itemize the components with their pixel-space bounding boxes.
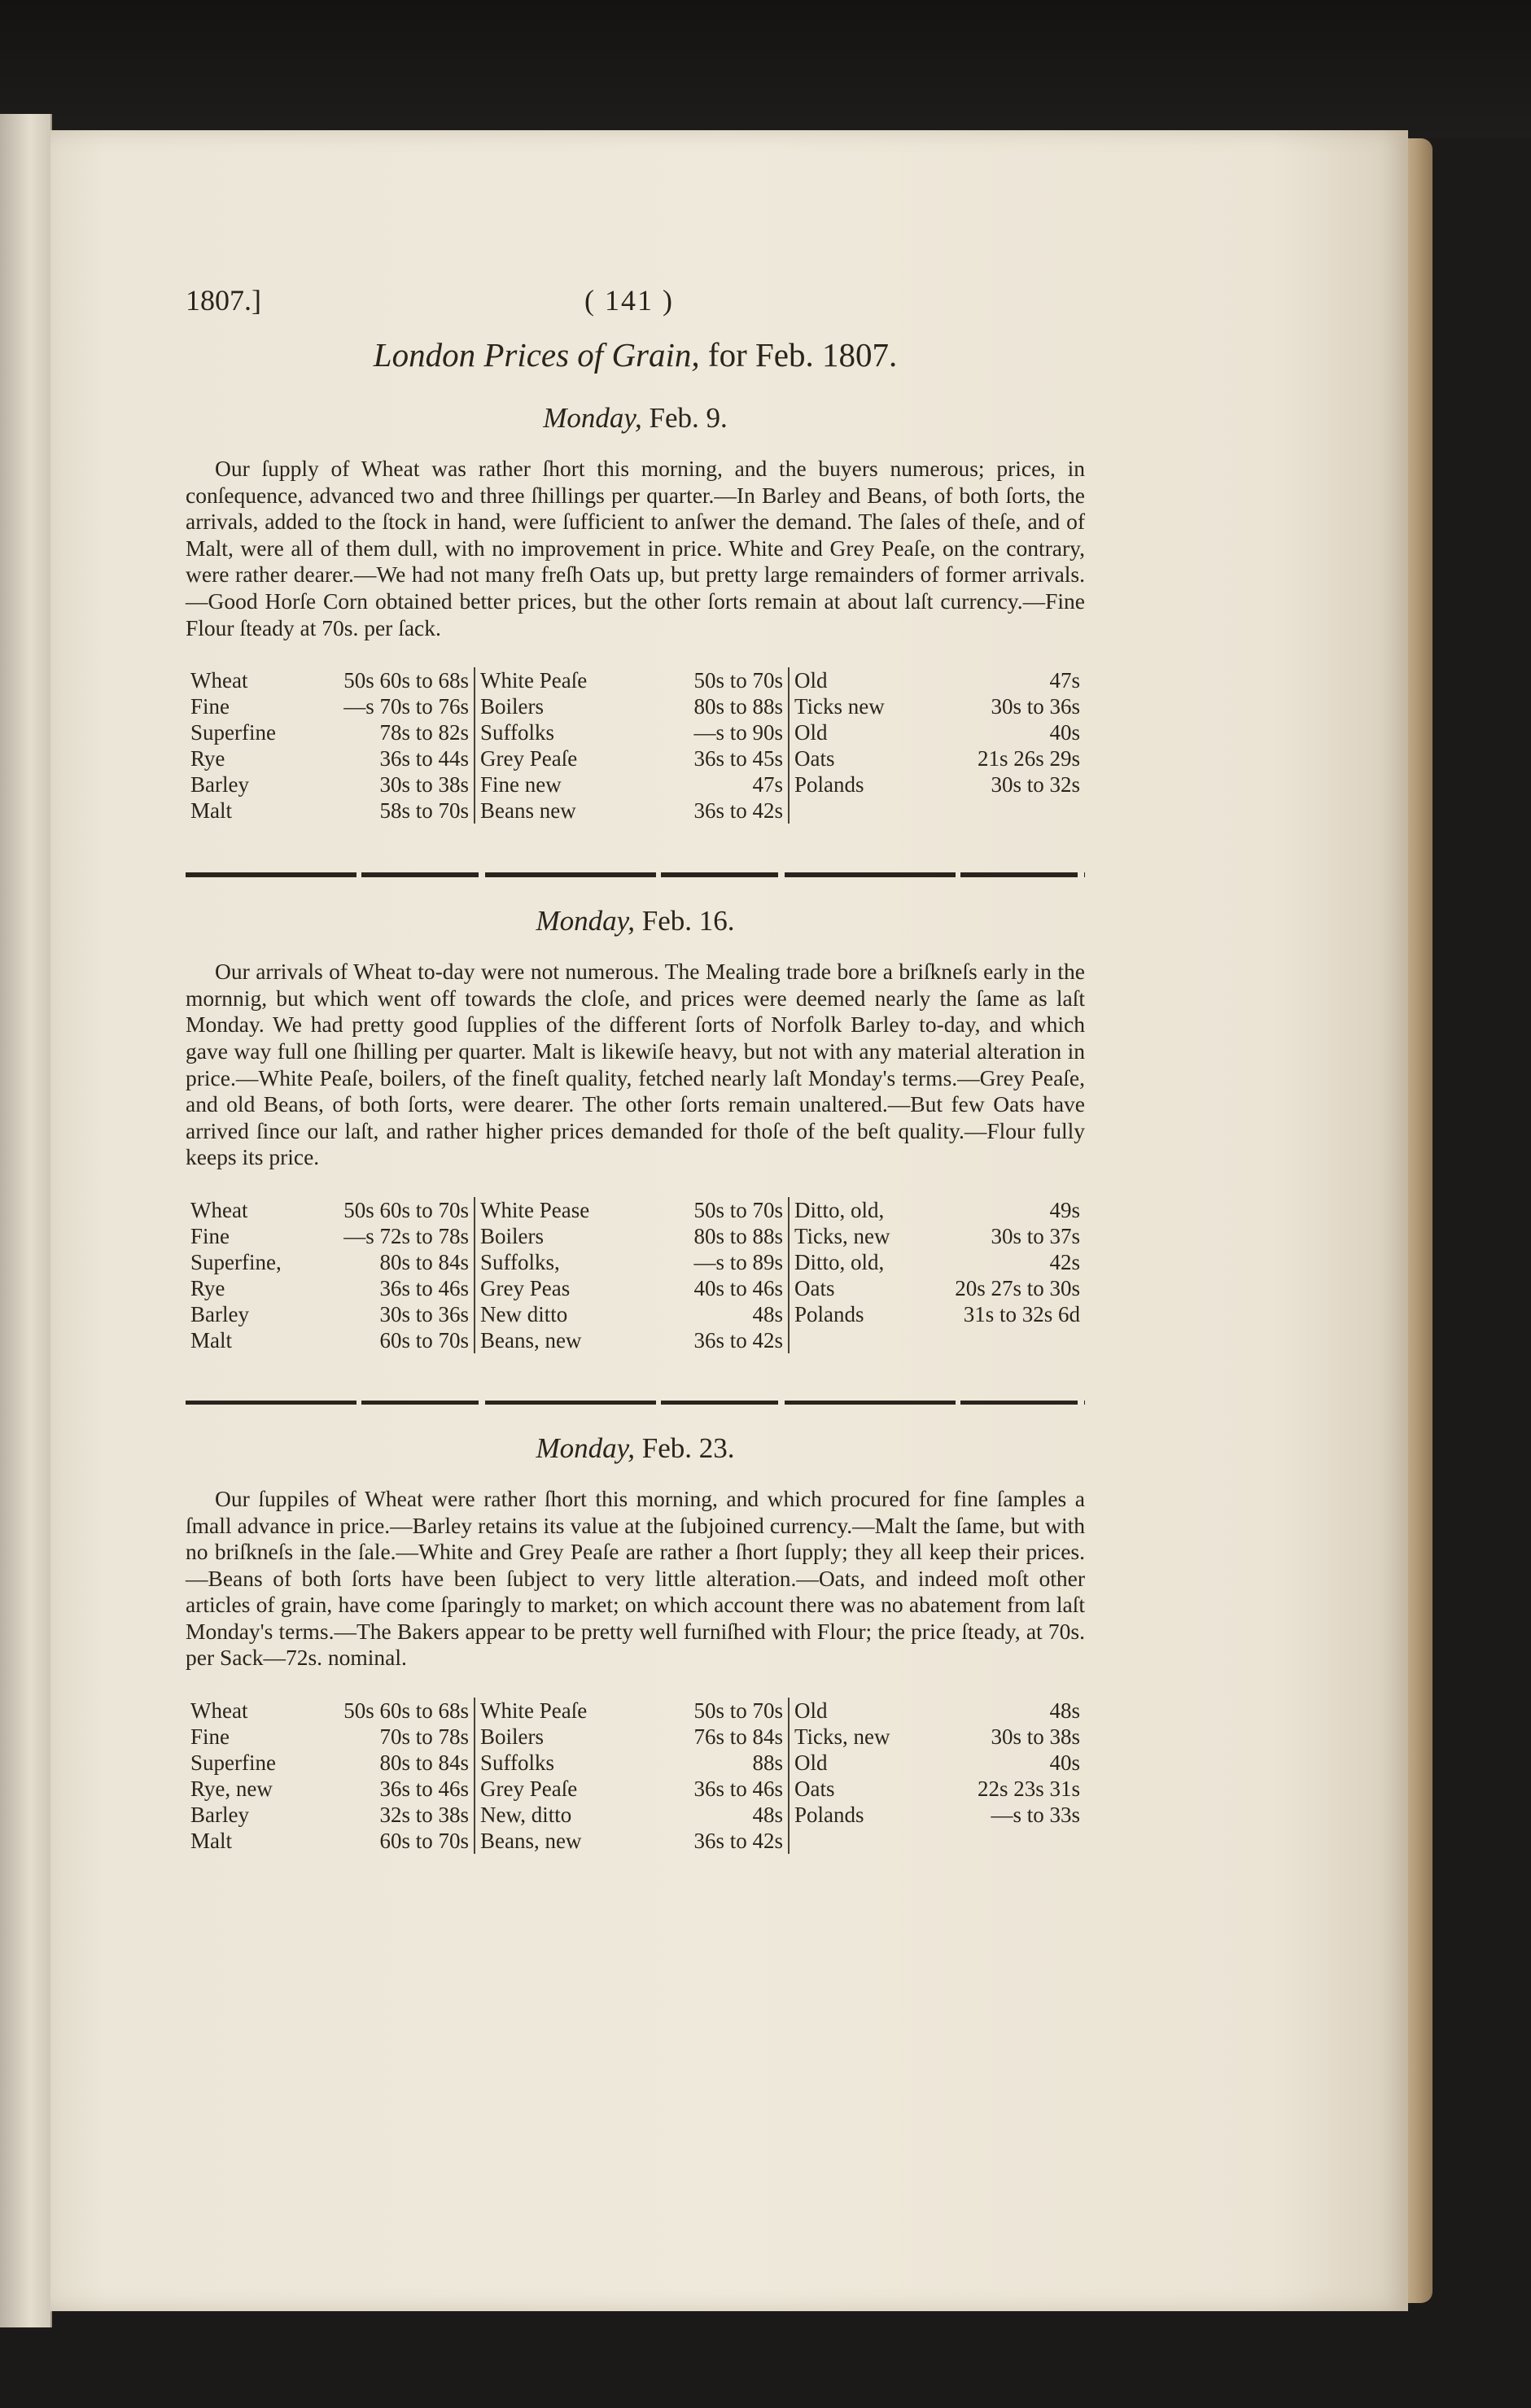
- other-name: Old: [794, 1750, 828, 1776]
- pulse-price: 50s to 70s: [656, 1698, 789, 1724]
- grain-price: 50s 60s to 70s: [309, 1197, 475, 1223]
- section-report: Our ſuppiles of Wheat were rather ſhort this morning, and which procured for fine ſamples a ſmall advance in price.—Barley retains its value at the ſubjoined currency.—Malt the ſame, but with no briſkneſs in the ſale.—White and Grey Peaſe are rather a ſhort ſupply; they all keep their prices.—Beans of both ſorts have been ſubject to very little alteration.—Oats, and indeed moſt other articles of grain, have come ſparingly to market; on which account there was no abatement from laſt Monday's terms.—The Bakers appear to be pretty well furniſhed with Flour; the price ſteady, at 70s. per Sack—72s. nominal.: [186, 1485, 1085, 1671]
- grain-price: 36s to 46s: [309, 1275, 475, 1301]
- section-heading: [186, 1432, 1085, 1465]
- other-price: 30s to 36s: [991, 694, 1080, 719]
- other-price: [946, 798, 1085, 824]
- grain-name: Rye: [190, 1275, 225, 1300]
- pulse-price: 80s to 88s: [656, 1223, 789, 1249]
- grain-price: 78s to 82s: [309, 719, 475, 745]
- section-feb-16: [186, 905, 1085, 1405]
- grain-price: 60s to 70s: [309, 1327, 475, 1353]
- table-row: [186, 1223, 1085, 1249]
- pulse-name: Boilers: [480, 1223, 544, 1248]
- other-name: Ticks new: [794, 694, 885, 719]
- page-title: [186, 335, 1085, 374]
- price-table: [186, 667, 1085, 824]
- pulse-name: Grey Peas: [480, 1275, 571, 1300]
- section-date: Feb. 23.: [641, 1431, 735, 1464]
- pulse-price: 36s to 45s: [656, 745, 789, 771]
- pulse-name: White Peaſe: [480, 668, 588, 693]
- other-name: Old: [794, 720, 828, 745]
- grain-name: Wheat: [190, 1197, 248, 1222]
- other-name: Oats: [794, 746, 835, 771]
- section-date: Feb. 16.: [641, 905, 735, 937]
- grain-name: Fine: [190, 1223, 230, 1248]
- pulse-name: Beans, new: [480, 1327, 582, 1353]
- pulse-price: 48s: [656, 1301, 789, 1327]
- pulse-price: 40s to 46s: [656, 1275, 789, 1301]
- pulse-price: —s to 89s: [656, 1249, 789, 1275]
- pulse-name: Fine new: [480, 772, 562, 798]
- section-divider: [186, 1401, 1085, 1405]
- grain-price: 36s to 46s: [309, 1776, 475, 1802]
- grain-price: 50s 60s to 68s: [309, 1698, 475, 1724]
- grain-name: Malt: [190, 798, 232, 824]
- section-day: Monday,: [543, 402, 642, 434]
- running-header: [186, 277, 1085, 326]
- table-row: [186, 798, 1085, 824]
- other-name: Polands: [794, 772, 864, 798]
- other-name: Ditto, old,: [794, 1249, 885, 1274]
- pulse-price: 36s to 42s: [656, 1327, 789, 1353]
- grain-name: Wheat: [190, 1698, 248, 1724]
- grain-price: 60s to 70s: [309, 1828, 475, 1854]
- other-name: Oats: [794, 1275, 835, 1300]
- section-day: Monday,: [536, 905, 635, 937]
- other-name: [789, 798, 946, 824]
- other-name: [789, 1327, 946, 1353]
- price-table-body: [186, 1197, 1085, 1353]
- grain-name: Barley: [190, 1803, 249, 1828]
- other-name: Ticks, new: [794, 1724, 890, 1750]
- other-price: 48s: [1049, 1698, 1080, 1724]
- section-date: Feb. 9.: [649, 402, 728, 434]
- background-shadow: [0, 0, 1531, 138]
- grain-name: Fine: [190, 1724, 230, 1750]
- grain-name: Rye, new: [190, 1777, 273, 1802]
- pulse-price: 47s: [656, 771, 789, 798]
- pulse-price: 36s to 42s: [656, 1828, 789, 1854]
- pulse-price: 76s to 84s: [656, 1724, 789, 1750]
- running-header-year: 1807.]: [186, 284, 261, 317]
- grain-price: 30s to 36s: [309, 1301, 475, 1327]
- section-feb-9: [186, 402, 1085, 877]
- other-price: 22s 23s 31s: [977, 1777, 1080, 1802]
- section-feb-23: [186, 1432, 1085, 1854]
- pulse-price: 50s to 70s: [656, 667, 789, 693]
- table-row: [186, 693, 1085, 719]
- other-price: 30s to 38s: [991, 1724, 1080, 1750]
- pulse-name: Grey Peaſe: [480, 746, 578, 771]
- table-row: [186, 745, 1085, 771]
- pulse-name: Beans new: [480, 798, 576, 824]
- other-name: Old: [794, 1698, 828, 1724]
- pulse-name: Suffolks,: [480, 1249, 560, 1274]
- section-heading: [186, 905, 1085, 937]
- section-report: Our arrivals of Wheat to-day were not numerous. The Mealing trade bore a briſkneſs early in the mornnig, but which went off towards the cloſe, and prices were deemed nearly the ſame as laſt Monday. We had pretty good ſupplies of the different ſorts of Norfolk Barley to-day, and which gave way full one ſhilling per quarter. Malt is likewiſe heavy, but not with any material alteration in price.—White Peaſe, boilers, of the fineſt quality, fetched nearly laſt Monday's terms.—Grey Peaſe, and old Beans, of both ſorts, were dearer. The other ſorts remain unaltered.—But few Oats have arrived ſince our laſt, and rather higher prices demanded for thoſe of the beſt quality.—Flour fully keeps its price.: [186, 959, 1085, 1170]
- grain-name: Barley: [190, 1301, 249, 1326]
- grain-price: 80s to 84s: [309, 1750, 475, 1776]
- other-price: 42s: [1049, 1249, 1080, 1274]
- price-table-body: [186, 1698, 1085, 1854]
- other-name: Old: [794, 668, 828, 693]
- grain-price: 36s to 44s: [309, 745, 475, 771]
- pulse-name: Suffolks: [480, 1750, 555, 1776]
- other-price: 20s 27s to 30s: [955, 1275, 1080, 1300]
- grain-name: Malt: [190, 1829, 232, 1854]
- pulse-price: 48s: [656, 1802, 789, 1828]
- grain-name: Fine: [190, 694, 230, 719]
- other-name: Polands: [794, 1301, 864, 1326]
- pulse-name: Boilers: [480, 694, 544, 719]
- other-price: 31s to 32s 6d: [963, 1301, 1080, 1326]
- pulse-name: White Pease: [480, 1197, 590, 1222]
- table-row: [186, 1327, 1085, 1353]
- pulse-name: New, ditto: [480, 1803, 572, 1828]
- grain-price: —s 72s to 78s: [309, 1223, 475, 1249]
- pulse-name: New ditto: [480, 1301, 568, 1326]
- other-price: 30s to 37s: [991, 1223, 1080, 1248]
- other-name: Oats: [794, 1777, 835, 1802]
- other-price: —s to 33s: [991, 1803, 1080, 1828]
- other-price: 40s: [1049, 1750, 1080, 1776]
- other-price: 21s 26s 29s: [977, 746, 1080, 771]
- table-row: [186, 1301, 1085, 1327]
- other-price: 47s: [1049, 668, 1080, 693]
- grain-price: —s 70s to 76s: [309, 693, 475, 719]
- pulse-name: Boilers: [480, 1724, 544, 1750]
- pulse-price: 36s to 42s: [656, 798, 789, 824]
- grain-price: 32s to 38s: [309, 1802, 475, 1828]
- pulse-name: White Peaſe: [480, 1698, 588, 1724]
- table-row: [186, 1802, 1085, 1828]
- pulse-price: —s to 90s: [656, 719, 789, 745]
- other-price: [946, 1327, 1085, 1353]
- section-divider: [186, 872, 1085, 877]
- price-table: [186, 1197, 1085, 1353]
- price-table-body: [186, 667, 1085, 824]
- other-price: 49s: [1049, 1197, 1080, 1222]
- other-price: 40s: [1049, 720, 1080, 745]
- grain-name: Rye: [190, 746, 225, 771]
- grain-price: 50s 60s to 68s: [309, 667, 475, 693]
- table-row: [186, 1275, 1085, 1301]
- table-row: [186, 1249, 1085, 1275]
- grain-price: 70s to 78s: [309, 1724, 475, 1750]
- page-number: ( 141 ): [584, 284, 674, 317]
- other-name: Polands: [794, 1803, 864, 1828]
- other-name: [789, 1828, 946, 1854]
- section-report: Our ſupply of Wheat was rather ſhort this morning, and the buyers numerous; prices, in conſequence, advanced two and three ſhillings per quarter.—In Barley and Beans, of both ſorts, the arrivals, added to the ſtock in hand, were ſufficient to anſwer the demand. The ſales of theſe, and of Malt, were all of them dull, with no improvement in price. White and Grey Peaſe, on the contrary, were rather dearer.—We had not many freſh Oats up, but pretty large remainders of former arrivals.—Good Horſe Corn obtained better prices, but the other ſorts remain at about laſt currency.—Fine Flour ſteady at 70s. per ſack.: [186, 456, 1085, 640]
- table-row: [186, 667, 1085, 693]
- grain-name: Wheat: [190, 668, 248, 693]
- pulse-price: 50s to 70s: [656, 1197, 789, 1223]
- table-row: [186, 719, 1085, 745]
- page-title-italic: London Prices of Grain,: [373, 336, 700, 374]
- grain-name: Malt: [190, 1327, 232, 1353]
- pulse-price: 36s to 46s: [656, 1776, 789, 1802]
- grain-price: 80s to 84s: [309, 1249, 475, 1275]
- grain-price: 58s to 70s: [309, 798, 475, 824]
- page-content: [186, 277, 1085, 1854]
- pulse-name: Grey Peaſe: [480, 1777, 578, 1802]
- table-row: [186, 1828, 1085, 1854]
- table-row: [186, 1197, 1085, 1223]
- pulse-name: Suffolks: [480, 720, 555, 745]
- table-row: [186, 1724, 1085, 1750]
- page-title-rest: for Feb. 1807.: [707, 336, 898, 374]
- pulse-name: Beans, new: [480, 1829, 582, 1854]
- grain-price: 30s to 38s: [309, 771, 475, 798]
- table-row: [186, 771, 1085, 798]
- table-row: [186, 1750, 1085, 1776]
- left-page-edge: [0, 114, 52, 2327]
- pulse-price: 80s to 88s: [656, 693, 789, 719]
- section-heading: [186, 402, 1085, 435]
- grain-name: Superfine: [190, 720, 276, 745]
- table-row: [186, 1698, 1085, 1724]
- other-price: 30s to 32s: [991, 772, 1080, 798]
- grain-name: Superfine: [190, 1750, 276, 1776]
- other-name: Ditto, old,: [794, 1197, 885, 1222]
- other-price: [946, 1828, 1085, 1854]
- grain-name: Superfine,: [190, 1249, 282, 1274]
- table-row: [186, 1776, 1085, 1802]
- pulse-price: 88s: [656, 1750, 789, 1776]
- section-day: Monday,: [536, 1431, 635, 1464]
- grain-name: Barley: [190, 772, 249, 798]
- other-name: Ticks, new: [794, 1223, 890, 1248]
- price-table: [186, 1698, 1085, 1854]
